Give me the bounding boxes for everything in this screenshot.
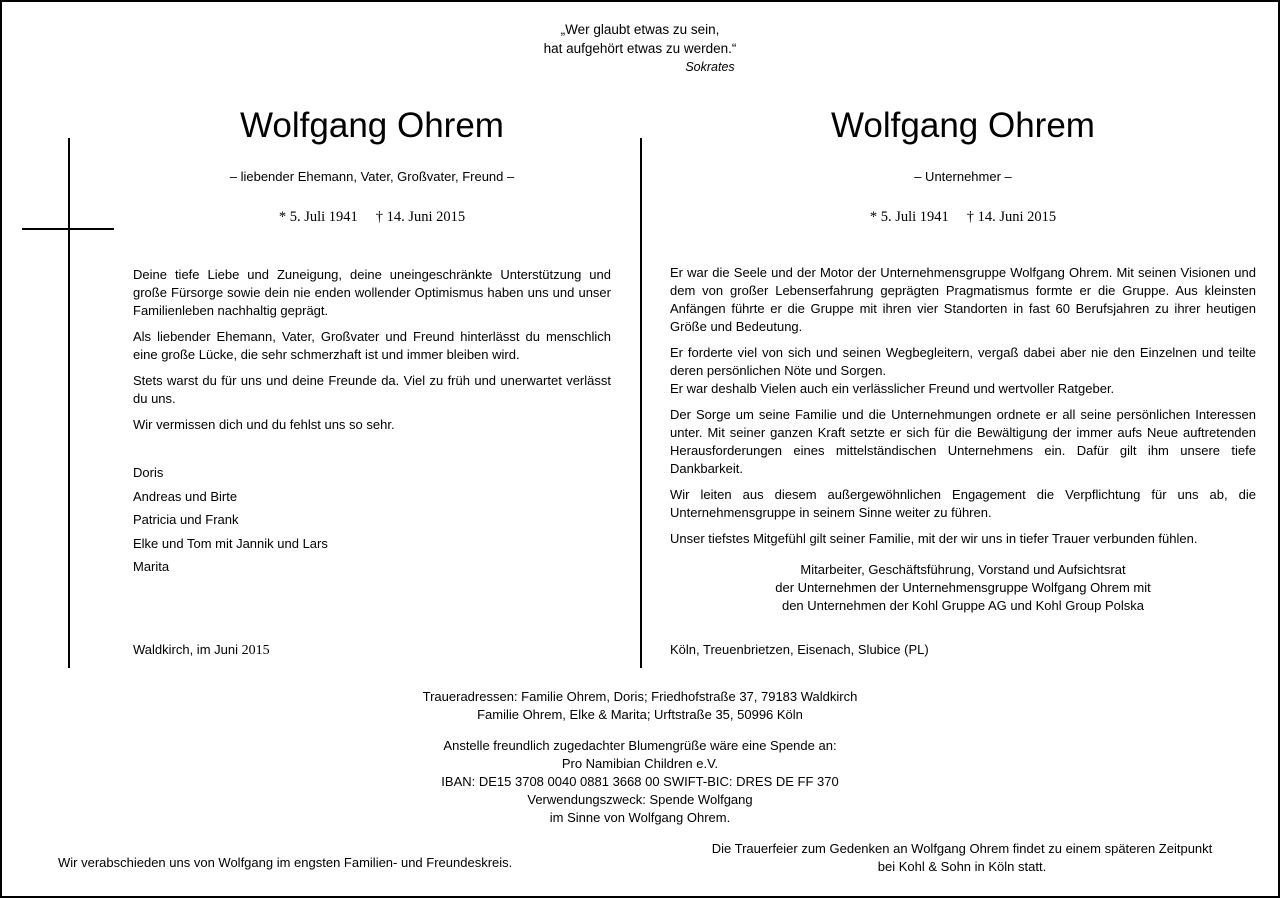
signer-item: Doris [133, 465, 164, 480]
left-dates [132, 208, 612, 226]
left-paragraph-4: Wir vermissen dich und du fehlst uns so sehr. [133, 417, 395, 432]
right-name-heading: Wolfgang Ohrem [831, 106, 1095, 145]
left-paragraph-1: Deine tiefe Liebe und Zuneigung, deine uneingeschränkte Unterstützung und große Fürsorge sowie dein nie enden wollender Optimismus haben uns und unser Familienleben nachhaltig geprägt. [133, 267, 611, 318]
footer-right-block [660, 840, 1264, 876]
right-paragraph-2: Er forderte viel von sich und seinen Wegbegleitern, vergaß dabei aber nie den Einzelnen und teilte deren persönlichen Nöte und Sorgen. [670, 345, 1256, 378]
right-paragraph-1: Er war die Seele und der Motor der Unternehmensgruppe Wolfgang Ohrem. Mit seinen Visionen und dem von großer Lebenserfahrung geprägten Pragmatismus formte er die Gruppe. Aus kleinsten Anfängen führte er die Gruppe mit ihren vier Standorten in fast 60 Berufsjahren zu ihrer heutigen Größe und Bedeutung. [670, 265, 1256, 334]
column-divider [640, 138, 642, 668]
right-place: Köln, Treuenbrietzen, Eisenach, Slubice (PL) [670, 642, 929, 657]
signer-item: Patricia und Frank [133, 512, 239, 527]
signer-item: Marita [133, 559, 170, 574]
left-place-date [133, 641, 270, 660]
left-death-date: † 14. Juni 2015 [375, 209, 466, 225]
cross-vertical-line [68, 138, 70, 668]
quote-author: Sokrates [685, 60, 735, 74]
footer-left-text: Wir verabschieden uns von Wolfgang im engsten Familien- und Freundeskreis. [58, 855, 513, 870]
right-signature-block [670, 561, 1256, 615]
left-place-year: 2015 [241, 643, 270, 658]
donation-line-1: Anstelle freundlich zugedachter Blumengrüße wäre eine Spende an: [443, 738, 837, 753]
signature-line-1: Mitarbeiter, Geschäftsführung, Vorstand und Aufsichtsrat [800, 562, 1126, 577]
footer-right-line-1: Die Trauerfeier zum Gedenken an Wolfgang Ohrem findet zu einem späteren Zeitpunkt [711, 841, 1213, 856]
address-line-1: Traueradressen: Familie Ohrem, Doris; Friedhofstraße 37, 79183 Waldkirch [422, 689, 858, 704]
cross-horizontal-line [22, 228, 114, 230]
quote-block [0, 20, 1280, 77]
donation-line-4: Verwendungszweck: Spende Wolfgang [527, 792, 753, 807]
left-paragraph-3: Stets warst du für uns und deine Freunde da. Viel zu früh und unerwartet verlässt du uns. [133, 373, 611, 406]
quote-line-2: hat aufgehört etwas zu werden.“ [543, 41, 737, 56]
footer-right-line-2: bei Kohl & Sohn in Köln statt. [877, 859, 1047, 874]
donation-line-3: IBAN: DE15 3708 0040 0881 3668 00 SWIFT-BIC: DRES DE FF 370 [441, 774, 839, 789]
left-birth-date: * 5. Juli 1941 [278, 209, 358, 225]
donation-line-2: Pro Namibian Children e.V. [561, 756, 719, 771]
signer-item: Elke und Tom mit Jannik und Lars [133, 535, 328, 551]
right-paragraph-6: Unser tiefstes Mitgefühl gilt seiner Familie, mit der wir uns in tiefer Trauer verbunden fühlen. [670, 531, 1198, 546]
left-place: Waldkirch, im Juni [133, 642, 238, 657]
left-signers-list [133, 461, 328, 579]
right-birth-date: * 5. Juli 1941 [869, 209, 949, 225]
left-subtitle: – liebender Ehemann, Vater, Großvater, Freund – [229, 169, 515, 184]
donation-line-5: im Sinne von Wolfgang Ohrem. [549, 810, 731, 825]
right-dates [670, 208, 1256, 226]
right-paragraph-3: Er war deshalb Vielen auch ein verlässlicher Freund und wertvoller Ratgeber. [670, 381, 1115, 396]
right-paragraph-5: Wir leiten aus diesem außergewöhnlichen Engagement die Verpflichtung für uns ab, die Unternehmensgruppe in seinem Sinne weiter zu führen. [670, 487, 1256, 520]
right-paragraph-4: Der Sorge um seine Familie und die Unternehmungen ordnete er all seine persönlichen Interessen unter. Mit seiner ganzen Kraft setzte er sich für die Bewältigung der immer aufs Neue auftretenden Herausforderungen eines mittelständischen Unternehmens ein. Dafür gilt ihm unsere tiefe Dankbarkeit. [670, 407, 1256, 476]
left-text-block [133, 266, 611, 442]
signature-line-3: den Unternehmen der Kohl Gruppe AG und Kohl Group Polska [781, 598, 1145, 613]
quote-line-1: „Wer glaubt etwas zu sein, [560, 22, 720, 37]
right-subtitle: – Unternehmer – [914, 169, 1012, 184]
signature-line-2: der Unternehmen der Unternehmensgruppe Wolfgang Ohrem mit [775, 580, 1151, 595]
signer-item: Andreas und Birte [133, 488, 238, 504]
left-paragraph-2: Als liebender Ehemann, Vater, Großvater und Freund hinterlässt du menschlich eine große Lücke, die sehr schmerzhaft ist und immer bleiben wird. [133, 329, 611, 362]
right-death-date: † 14. Juni 2015 [966, 209, 1057, 225]
addresses-block [0, 688, 1280, 724]
address-line-2: Familie Ohrem, Elke & Marita; Urftstraße 35, 50996 Köln [477, 707, 803, 722]
donation-block [0, 737, 1280, 827]
right-text-block [670, 264, 1256, 548]
left-name-heading: Wolfgang Ohrem [240, 106, 504, 145]
